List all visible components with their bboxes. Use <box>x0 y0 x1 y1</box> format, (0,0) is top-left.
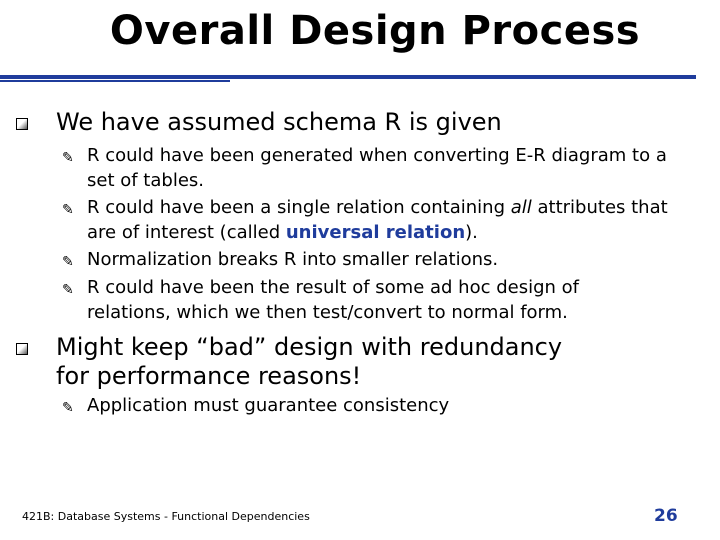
sub-bullet-5-text: Application must guarantee consistency <box>87 395 450 416</box>
bullet-1 <box>16 108 502 137</box>
sub-bullet-4 <box>62 275 622 325</box>
sub-bullet-3-text: Normalization breaks R into smaller relations. <box>87 249 499 270</box>
sub-bullet-2 <box>62 195 692 245</box>
sub-bullet-2-part-e: ). <box>465 222 478 243</box>
pencil-bullet-icon: ✎ <box>62 400 74 416</box>
sub-bullet-1 <box>62 143 682 193</box>
page-number: 26 <box>654 506 678 526</box>
sub-bullet-1-text: R could have been generated when converting E-R diagram to a set of tables. <box>87 145 667 191</box>
universal-relation-term: universal relation <box>285 222 466 243</box>
sub-bullet-5 <box>62 393 622 418</box>
sub-bullet-3 <box>62 247 682 272</box>
pencil-bullet-icon: ✎ <box>62 202 74 218</box>
title-divider <box>0 75 696 79</box>
sub-bullet-2-emphasis: all <box>510 197 532 218</box>
slide-footer: 421B: Database Systems - Functional Dependencies <box>22 510 310 523</box>
sub-bullet-2-part-c: attributes that are of interest (called <box>87 197 668 243</box>
sub-bullet-2-part-a: R could have been a single relation containing <box>87 197 511 218</box>
bullet-1-text: We have assumed schema R is given <box>56 108 502 136</box>
bullet-2 <box>16 333 576 391</box>
pencil-bullet-icon: ✎ <box>62 150 74 166</box>
sub-bullet-4-text: R could have been the result of some ad hoc design of relations, which we then test/convert to normal form. <box>87 277 579 323</box>
sub-bullet-2-text <box>87 195 692 245</box>
pencil-bullet-icon: ✎ <box>62 282 74 298</box>
title-divider-accent <box>0 80 230 82</box>
slide-title: Overall Design Process <box>109 8 641 54</box>
square-bullet-icon <box>16 343 28 355</box>
square-bullet-icon <box>16 118 28 130</box>
pencil-bullet-icon: ✎ <box>62 254 74 270</box>
bullet-2-text: Might keep “bad” design with redundancy for performance reasons! <box>56 333 563 390</box>
